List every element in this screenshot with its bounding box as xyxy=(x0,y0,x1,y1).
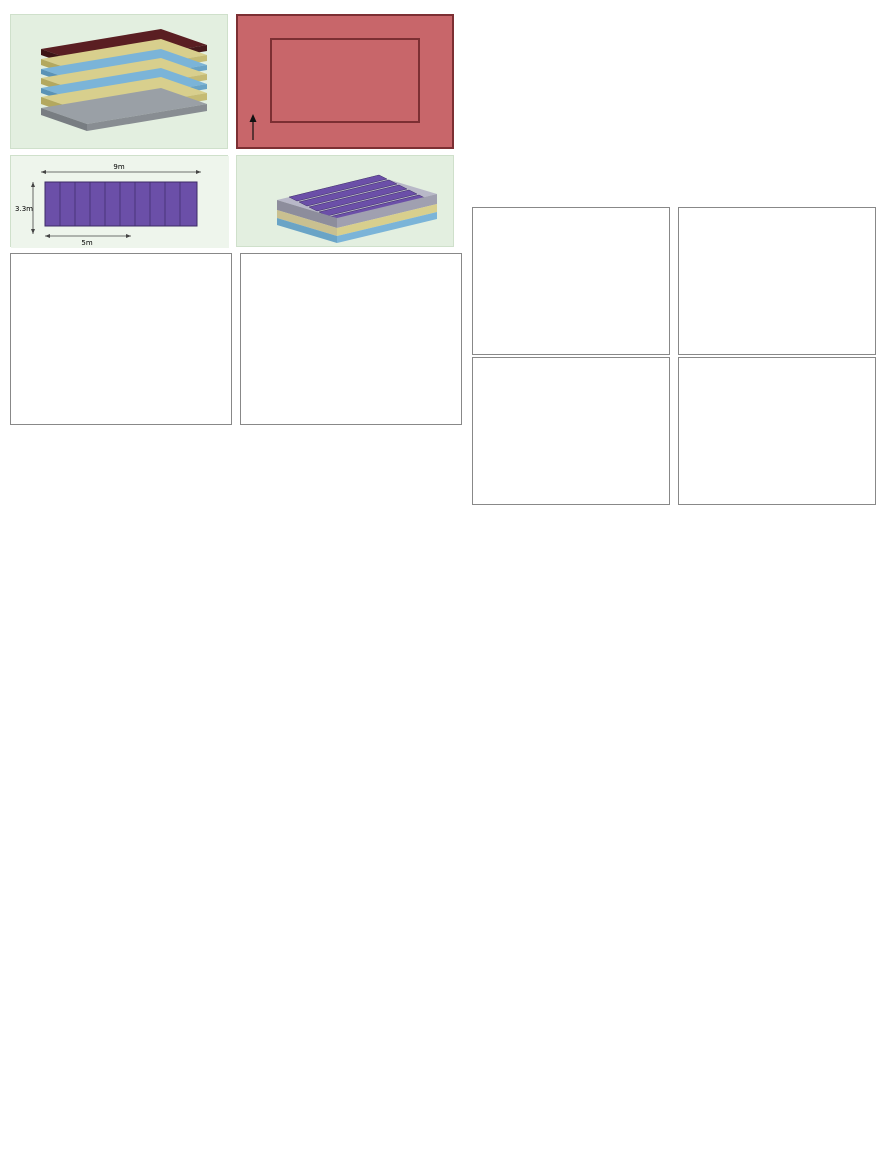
figure-2-container xyxy=(236,14,454,151)
figure-6-row xyxy=(472,10,876,204)
figure-5a-chart xyxy=(10,253,232,425)
figure-7-row xyxy=(472,207,876,355)
figure-3-container xyxy=(10,155,228,249)
figure-4-pv-array xyxy=(236,155,454,247)
figure-4-svg xyxy=(237,156,454,247)
figure-8a-chart xyxy=(472,357,670,505)
figure-6a-container xyxy=(472,10,670,204)
figure-6b-container xyxy=(678,10,876,204)
figure-4-container xyxy=(236,155,454,249)
figure-row-3-4 xyxy=(10,155,462,249)
two-column-layout xyxy=(10,10,870,508)
figure-3-pv-panel-dimensions xyxy=(10,155,228,247)
figure-7a-chart xyxy=(472,207,670,355)
figure-3-svg xyxy=(11,156,229,248)
figure-1-container xyxy=(10,14,228,151)
right-column xyxy=(472,10,876,508)
figure-1-svg xyxy=(11,15,228,149)
figure-2-zone-division xyxy=(236,14,454,149)
figure-1-building-front-view xyxy=(10,14,228,149)
figure-5-row xyxy=(10,253,462,429)
figure-8-row xyxy=(472,357,876,505)
figure-6b-radar xyxy=(678,10,876,200)
figure-5b-container xyxy=(240,253,462,429)
svg-text:3.3m: 3.3m xyxy=(15,205,33,213)
figure-6a-radar xyxy=(472,10,670,200)
figure-7b-chart xyxy=(678,207,876,355)
left-column xyxy=(10,10,462,508)
svg-text:9m: 9m xyxy=(113,163,125,171)
figure-5a-container xyxy=(10,253,232,429)
figure-5b-chart xyxy=(240,253,462,425)
north-arrow-icon xyxy=(246,114,260,143)
zone-label-core xyxy=(270,38,420,123)
figure-row-1-2 xyxy=(10,14,462,151)
svg-text:5m: 5m xyxy=(81,239,93,247)
figure-8b-chart xyxy=(678,357,876,505)
